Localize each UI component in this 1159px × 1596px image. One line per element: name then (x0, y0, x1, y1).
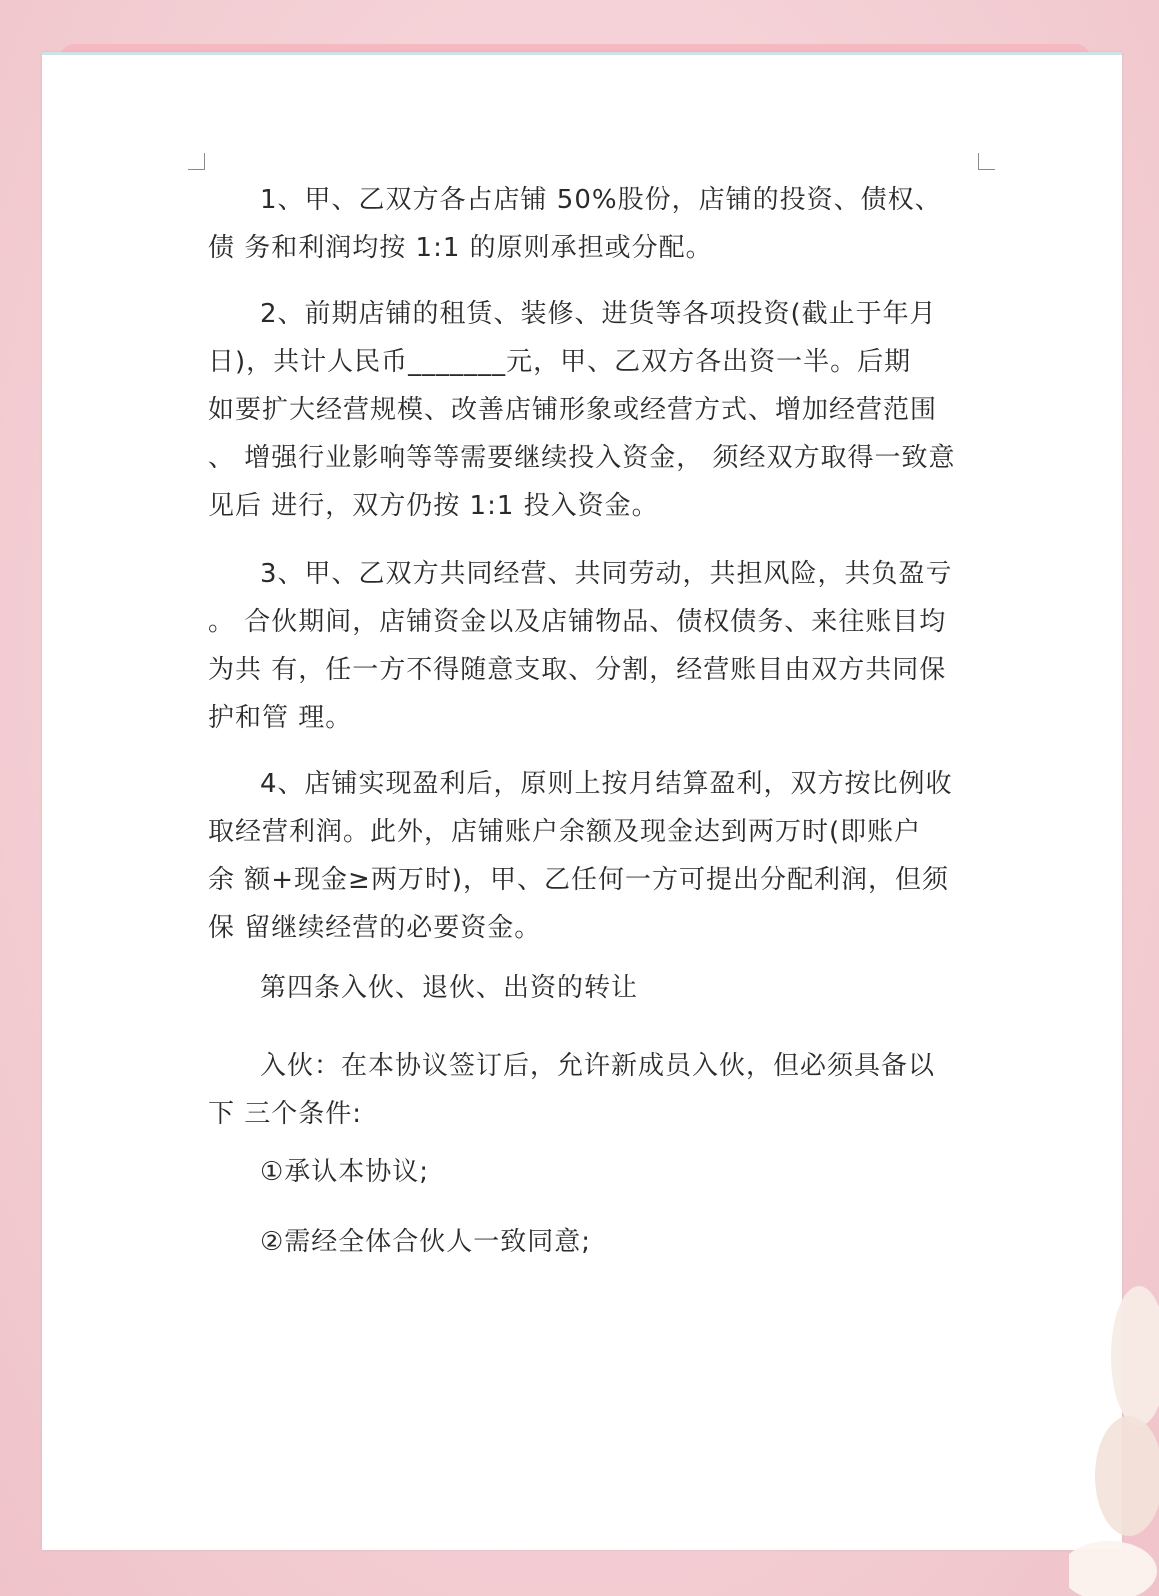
margin-corner-mark-top-right (978, 153, 995, 170)
clause-4-paragraph (208, 760, 968, 952)
clause-2-line-3: 如要扩大经营规模、改善店铺形象或经营方式、增加经营范围 (208, 395, 938, 425)
clause-2-paragraph (208, 290, 968, 530)
clause-2-line-1: 2、前期店铺的租赁、装修、进货等各项投资(截止于年月 (260, 299, 937, 329)
article-4-heading-text: 第四条入伙、退伙、出资的转让 (260, 973, 639, 1003)
flower-petal-decoration (1069, 1266, 1159, 1596)
clause-3-paragraph (208, 550, 968, 742)
clause-3-line-2: 。 合伙期间，店铺资金以及店铺物品、债权债务、来往账目均 (208, 607, 947, 637)
condition-2-text: ②需经全体合伙人一致同意; (260, 1227, 592, 1257)
clause-2-line-4: 、 增强行业影响等等需要继续投入资金， 须经双方取得一致意 (208, 443, 956, 473)
clause-1-line-1: 1、甲、乙双方各占店铺 50%股份，店铺的投资、债权、 (260, 185, 942, 215)
condition-1-text: ①承认本协议; (260, 1157, 430, 1187)
admission-paragraph (208, 1042, 968, 1138)
condition-1-paragraph (208, 1148, 968, 1196)
clause-4-line-4: 保 留继续经营的必要资金。 (208, 913, 542, 943)
clause-3-line-4: 护和管 理。 (208, 703, 353, 733)
clause-4-line-2: 取经营利润。此外，店铺账户余额及现金达到两万时(即账户 (208, 817, 922, 847)
clause-2-line-5: 见后 进行，双方仍按 1:1 投入资金。 (208, 491, 659, 521)
clause-3-line-3: 为共 有，任一方不得随意支取、分割，经营账目由双方共同保 (208, 655, 947, 685)
page-top-border (42, 52, 1122, 55)
admission-line-2: 下 三个条件: (208, 1099, 363, 1129)
clause-1-paragraph (208, 176, 968, 272)
clause-3-line-1: 3、甲、乙双方共同经营、共同劳动，共担风险，共负盈亏 (260, 559, 953, 589)
clause-2-line-2: 日)，共计人民币_______元，甲、乙双方各出资一半。后期 (208, 347, 912, 377)
admission-line-1: 入伙：在本协议签订后，允许新成员入伙，但必须具备以 (260, 1051, 936, 1081)
clause-4-line-3: 余 额+现金≥两万时)，甲、乙任何一方可提出分配利润，但须 (208, 865, 949, 895)
clause-1-line-2: 债 务和利润均按 1:1 的原则承担或分配。 (208, 233, 713, 263)
article-4-heading (208, 964, 968, 1012)
condition-2-paragraph (208, 1218, 968, 1266)
clause-4-line-1: 4、店铺实现盈利后，原则上按月结算盈利，双方按比例收 (260, 769, 953, 799)
margin-corner-mark-top-left (188, 153, 205, 170)
